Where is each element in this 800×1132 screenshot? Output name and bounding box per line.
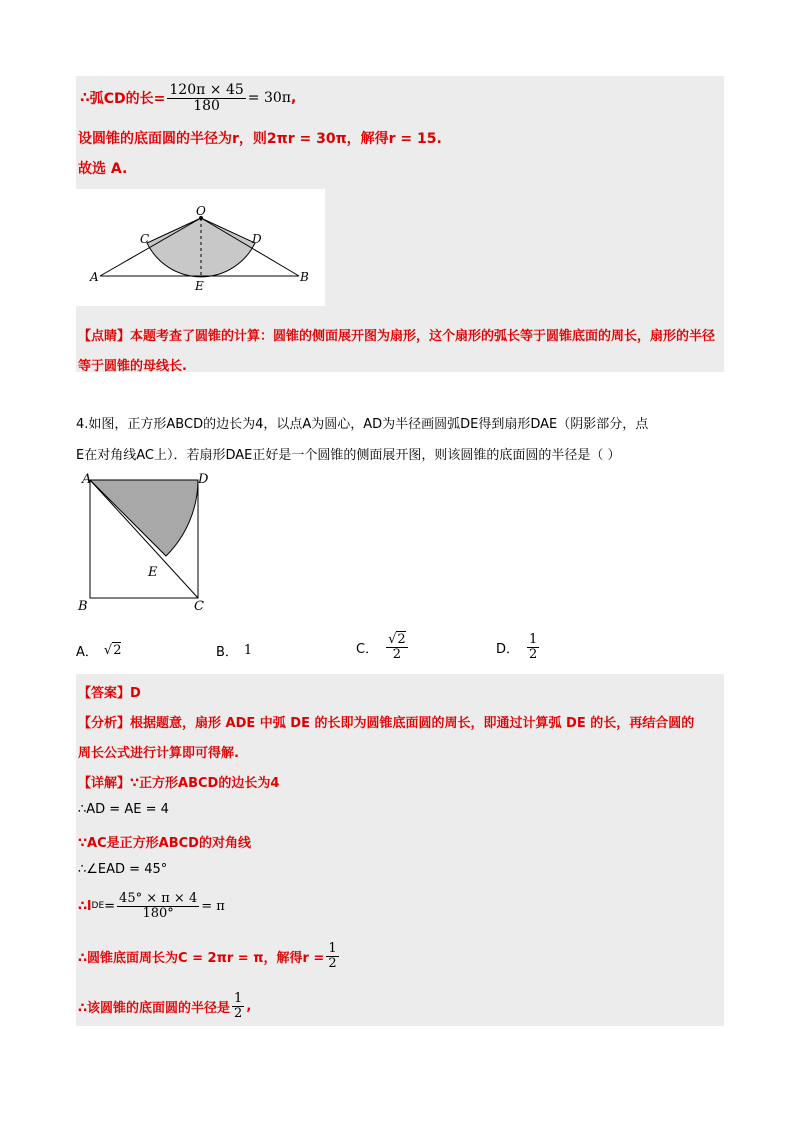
step-3: ∴∠EAD = 45° xyxy=(78,862,168,877)
option-a[interactable]: A． √ 2 xyxy=(76,642,122,660)
prev-line-radius: 设圆锥的底面圆的半径为r，则2πr = 30π，解得r = 15. xyxy=(78,131,442,147)
prev-line-arc-length: ∴ 弧CD的长= $\frac{120\pi \times 45}{180}$ = 30π , xyxy=(80,81,297,114)
label-B: B xyxy=(300,270,309,284)
label-C: C xyxy=(194,599,204,614)
q4-stem-line1: 4.如图，正方形ABCD的边长为4，以点A为圆心，AD为半径画圆弧DE得到扇形DAE（阴影部分，点 xyxy=(76,417,649,432)
prev-figure xyxy=(76,189,325,306)
q4-figure xyxy=(74,470,214,615)
analysis-line2: 周长公式进行计算即可得解. xyxy=(78,746,239,761)
label-D: D xyxy=(198,472,209,487)
step-1: ∴AD = AE = 4 xyxy=(78,802,169,817)
sqrt-icon: √ xyxy=(388,631,397,647)
label-B: B xyxy=(78,599,88,614)
step-5: ∴圆锥底面周长为C = 2πr = π，解得r = $\frac{1}{2}$ xyxy=(78,940,337,971)
label-D: D xyxy=(252,232,262,246)
square-sector-diagram xyxy=(74,470,214,615)
q4-stem-line2: E在对角线AC上）．若扇形DAE正好是一个圆锥的侧面展开图，则该圆锥的底面圆的半径是（ ） xyxy=(76,448,621,463)
label-C: C xyxy=(140,232,150,246)
option-c[interactable]: C． $\frac{√2}{2}$ xyxy=(356,631,406,662)
label-E: E xyxy=(148,565,158,580)
label-A: A xyxy=(90,270,99,284)
answer-line: 【答案】D xyxy=(78,686,141,701)
prev-comment-line1: 【点睛】本题考查了圆锥的计算：圆锥的侧面展开图为扇形，这个扇形的弧长等于圆锥底面的周长，扇形的半径等于圆锥的母线长. xyxy=(78,329,716,374)
analysis-line1: 【分析】根据题意，扇形 ADE 中弧 DE 的长即为圆锥底面圆的周长，即通过计算弧 DE 的长，再结合圆的 xyxy=(78,716,695,731)
label-O: O xyxy=(196,204,206,218)
option-b[interactable]: B． 1 xyxy=(216,642,253,660)
sqrt-icon: √ xyxy=(103,642,113,658)
prev-line-choice: 故选 A. xyxy=(78,161,128,177)
step-6: ∴该圆锥的底面圆的半径是 $\frac{1}{2}$ , xyxy=(78,990,252,1021)
step-2: ∵AC是正方形ABCD的对角线 xyxy=(78,836,251,851)
detail-head: 【详解】∵正方形ABCD的边长为4 xyxy=(78,776,280,791)
label-A: A xyxy=(82,472,92,487)
step-4: ∴l DE = $\frac{45^\circ \times \pi \times 4}{180^\circ}$ = π xyxy=(78,890,225,921)
arc-fraction: $\frac{120\pi \times 45}{180}$ xyxy=(169,81,244,114)
cone-sector-diagram xyxy=(76,189,325,306)
option-d[interactable]: D． $\frac{1}{2}$ xyxy=(496,631,538,662)
label-E: E xyxy=(195,279,204,293)
